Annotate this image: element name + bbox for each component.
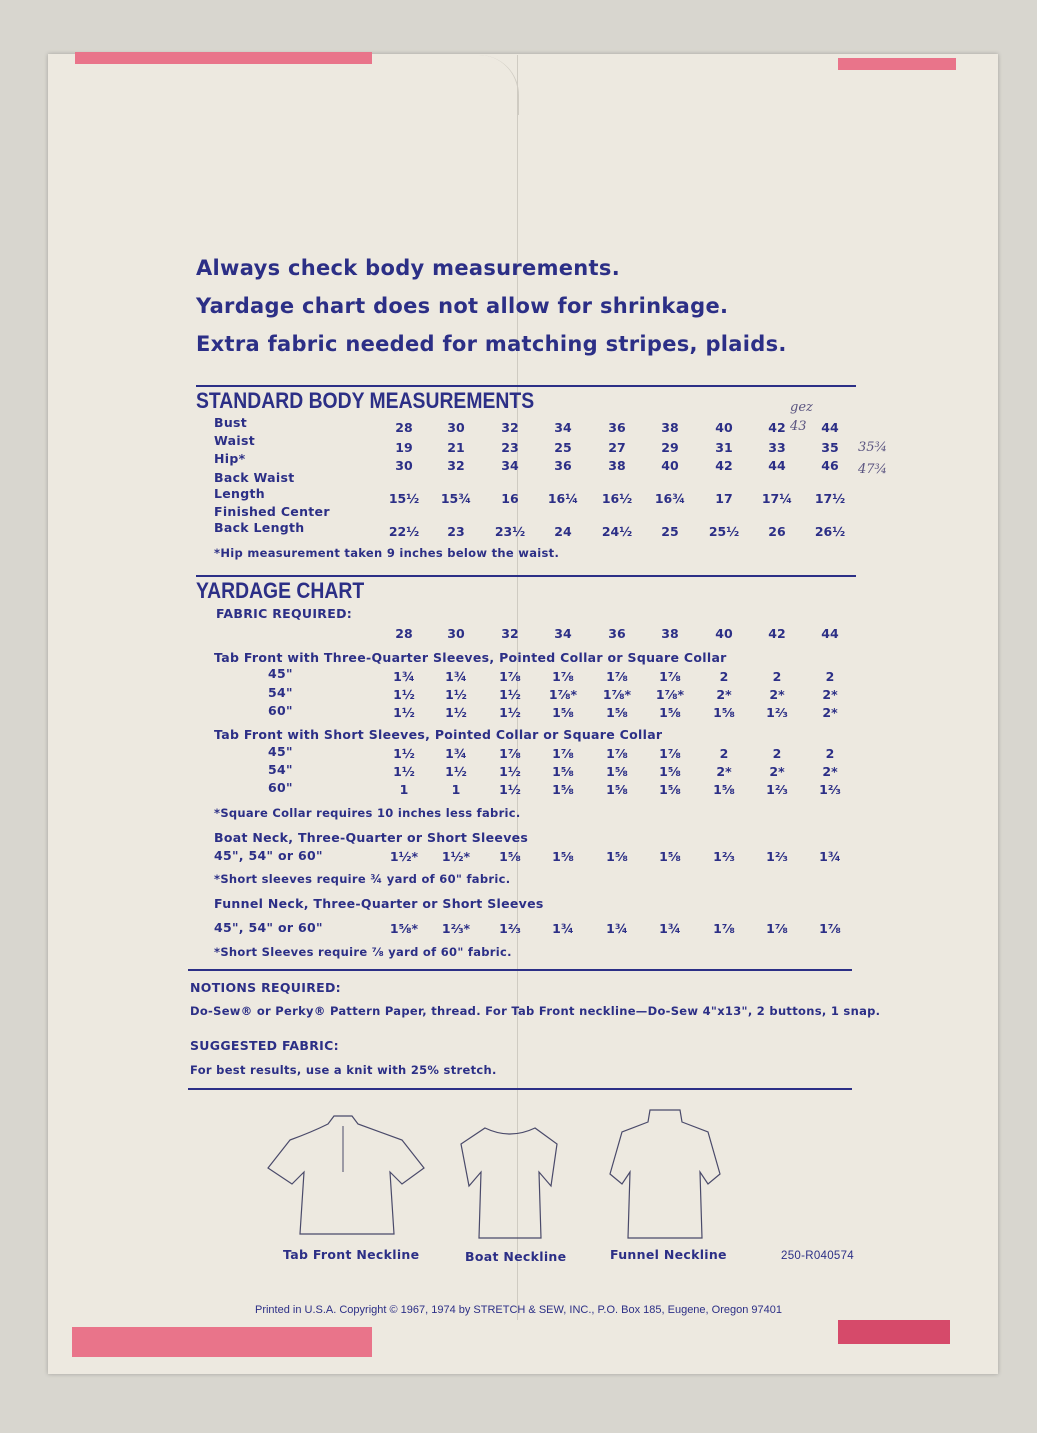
- table-cell: 34: [554, 420, 572, 435]
- table-cell: 40: [661, 458, 679, 473]
- tab-front-garment-icon: [262, 1112, 432, 1242]
- table-cell: 38: [661, 626, 679, 641]
- table-cell: 25: [554, 440, 572, 455]
- notions-text: Do-Sew® or Perky® Pattern Paper, thread. For Tab Front neckline—Do-Sew 4"x13", 2 buttons, 1 snap.: [190, 1004, 881, 1018]
- funnel-heading: Funnel Neck, Three-Quarter or Short Sleeves: [214, 896, 544, 911]
- table-cell: 16: [501, 491, 519, 506]
- table-cell: 1½: [393, 764, 415, 779]
- center-back-label-1: Finished Center: [214, 504, 330, 519]
- table-cell: 1⅞: [552, 669, 574, 684]
- suggested-heading: SUGGESTED FABRIC:: [190, 1038, 339, 1053]
- table-cell: 1½: [499, 764, 521, 779]
- table-cell: 2*: [769, 687, 785, 702]
- pink-stripe-top-right: [838, 58, 956, 70]
- table-cell: 1¾: [445, 746, 467, 761]
- boat-row: [0, 849, 1037, 867]
- table-cell: 1⅞: [499, 746, 521, 761]
- boat-neck-garment-icon: [455, 1118, 565, 1244]
- rule-1: [196, 385, 856, 387]
- table-cell: 1⅝: [606, 764, 628, 779]
- tab-short-60-row: [0, 782, 1037, 800]
- table-cell: 1⅝: [659, 705, 681, 720]
- table-cell: 1⅝: [606, 782, 628, 797]
- notions-heading: NOTIONS REQUIRED:: [190, 980, 341, 995]
- table-cell: 1¾: [445, 669, 467, 684]
- table-cell: 1⅞: [713, 921, 735, 936]
- table-cell: 1⅝: [713, 705, 735, 720]
- table-cell: 1⅞: [499, 669, 521, 684]
- w45-label-a: 45": [268, 666, 293, 681]
- table-cell: 30: [447, 626, 465, 641]
- table-cell: 15½: [388, 491, 420, 506]
- w54-label-b: 54": [268, 762, 293, 777]
- table-cell: 16¼: [547, 491, 579, 506]
- table-cell: 2: [772, 746, 782, 761]
- table-cell: 1⅝: [552, 705, 574, 720]
- table-cell: 38: [608, 458, 626, 473]
- table-cell: 1½: [499, 687, 521, 702]
- table-cell: 1⅔: [499, 921, 521, 936]
- table-cell: 1¾: [819, 849, 841, 864]
- pink-stripe-bottom-right: [838, 1320, 950, 1344]
- table-cell: 1½*: [441, 849, 471, 864]
- table-cell: 1⅞: [606, 669, 628, 684]
- table-cell: 1⅝: [606, 705, 628, 720]
- table-cell: 1⅝: [659, 849, 681, 864]
- tab-front-caption: Tab Front Neckline: [283, 1247, 420, 1262]
- back-waist-row: [0, 491, 1037, 509]
- table-cell: 44: [821, 626, 839, 641]
- table-cell: 1½*: [389, 849, 419, 864]
- table-cell: 1½: [445, 764, 467, 779]
- table-cell: 1⅔: [766, 849, 788, 864]
- table-cell: 30: [395, 458, 413, 473]
- table-cell: 1: [399, 782, 409, 797]
- center-back-label-2: Back Length: [214, 520, 305, 535]
- table-cell: 1⅝*: [389, 921, 419, 936]
- copyright-footer: Printed in U.S.A. Copyright © 1967, 1974 by STRETCH & SEW, INC., P.O. Box 185, Eugene, Oregon 97401: [254, 1304, 782, 1316]
- rule-3: [188, 969, 852, 971]
- fabric-required-label: FABRIC REQUIRED:: [216, 606, 353, 621]
- table-cell: 17¼: [761, 491, 793, 506]
- table-cell: 1½: [393, 746, 415, 761]
- boat-caption: Boat Neckline: [465, 1249, 567, 1264]
- table-cell: 27: [608, 440, 626, 455]
- boat-heading: Boat Neck, Three-Quarter or Short Sleeves: [214, 830, 529, 845]
- intro-line-2: Yardage chart does not allow for shrinkage.: [196, 294, 729, 318]
- table-cell: 23: [501, 440, 519, 455]
- table-cell: 21: [447, 440, 465, 455]
- table-cell: 1⅞: [819, 921, 841, 936]
- pink-stripe-top-left: [75, 52, 372, 64]
- tab-three-quarter-heading: Tab Front with Three-Quarter Sleeves, Pointed Collar or Square Collar: [214, 650, 727, 665]
- bust-row: [0, 420, 1037, 438]
- table-cell: 1¾: [606, 921, 628, 936]
- pattern-code: 250-R040574: [781, 1250, 854, 1262]
- table-cell: 1⅞: [606, 746, 628, 761]
- table-cell: 1½: [393, 705, 415, 720]
- bust-label: Bust: [214, 415, 248, 430]
- table-cell: 17: [715, 491, 733, 506]
- table-cell: 28: [395, 626, 413, 641]
- handwritten-note-b: 35¾: [858, 440, 888, 455]
- body-measurements-title: STANDARD BODY MEASUREMENTS: [196, 388, 535, 413]
- table-cell: 1⅔: [713, 849, 735, 864]
- table-cell: 28: [395, 420, 413, 435]
- tab-three-quarter-54-row: [0, 687, 1037, 705]
- table-cell: 1⅝: [552, 782, 574, 797]
- table-cell: 1⅔: [766, 782, 788, 797]
- table-cell: 1½: [499, 705, 521, 720]
- table-cell: 44: [821, 420, 839, 435]
- table-cell: 42: [715, 458, 733, 473]
- funnel-widths: 45", 54" or 60": [214, 920, 323, 935]
- table-cell: 2: [825, 669, 835, 684]
- table-cell: 1⅝: [659, 782, 681, 797]
- handwritten-note-c: 47¾: [858, 462, 888, 477]
- tab-short-heading: Tab Front with Short Sleeves, Pointed Collar or Square Collar: [214, 727, 663, 742]
- table-cell: 23: [447, 524, 465, 539]
- table-cell: 1⅝: [552, 764, 574, 779]
- table-cell: 1⅔: [819, 782, 841, 797]
- table-cell: 1⅞*: [602, 687, 632, 702]
- rule-2: [196, 575, 856, 577]
- table-cell: 33: [768, 440, 786, 455]
- table-cell: 31: [715, 440, 733, 455]
- table-cell: 1¾: [659, 921, 681, 936]
- table-cell: 42: [768, 420, 786, 435]
- table-cell: 1⅔*: [441, 921, 471, 936]
- table-cell: 2: [825, 746, 835, 761]
- table-cell: 1: [451, 782, 461, 797]
- funnel-neck-garment-icon: [604, 1104, 726, 1244]
- table-cell: 1⅞*: [548, 687, 578, 702]
- w60-label-b: 60": [268, 780, 293, 795]
- table-cell: 29: [661, 440, 679, 455]
- w45-label-b: 45": [268, 744, 293, 759]
- table-cell: 2*: [716, 687, 732, 702]
- table-cell: 16¾: [654, 491, 686, 506]
- intro-line-1: Always check body measurements.: [196, 256, 620, 280]
- table-cell: 25½: [708, 524, 740, 539]
- hip-label: Hip*: [214, 451, 246, 466]
- table-cell: 34: [501, 458, 519, 473]
- table-cell: 1¾: [393, 669, 415, 684]
- funnel-row: [0, 921, 1037, 939]
- table-cell: 32: [501, 626, 519, 641]
- table-cell: 1⅝: [552, 849, 574, 864]
- tab-three-quarter-60-row: [0, 705, 1037, 723]
- handwritten-note-a: 43: [790, 419, 807, 434]
- w54-label-a: 54": [268, 685, 293, 700]
- table-cell: 1⅞: [659, 669, 681, 684]
- table-cell: 1½: [445, 705, 467, 720]
- boat-widths: 45", 54" or 60": [214, 848, 323, 863]
- table-cell: 46: [821, 458, 839, 473]
- table-cell: 2: [772, 669, 782, 684]
- table-cell: 1⅝: [659, 764, 681, 779]
- table-cell: 35: [821, 440, 839, 455]
- table-cell: 40: [715, 420, 733, 435]
- boat-note: *Short sleeves require ¾ yard of 60" fabric.: [214, 872, 511, 886]
- table-cell: 40: [715, 626, 733, 641]
- table-cell: 26½: [814, 524, 846, 539]
- square-collar-note: *Square Collar requires 10 inches less fabric.: [214, 806, 521, 820]
- table-cell: 2*: [716, 764, 732, 779]
- funnel-caption: Funnel Neckline: [610, 1247, 727, 1262]
- table-cell: 1⅞: [659, 746, 681, 761]
- table-cell: 17½: [814, 491, 846, 506]
- table-cell: 2*: [822, 705, 838, 720]
- w60-label-a: 60": [268, 703, 293, 718]
- table-cell: 19: [395, 440, 413, 455]
- table-cell: 32: [447, 458, 465, 473]
- waist-label: Waist: [214, 433, 255, 448]
- table-cell: 1⅞: [766, 921, 788, 936]
- tab-three-quarter-45-row: [0, 669, 1037, 687]
- table-cell: 2*: [822, 687, 838, 702]
- table-cell: 24: [554, 524, 572, 539]
- table-cell: 1½: [499, 782, 521, 797]
- table-cell: 42: [768, 626, 786, 641]
- pink-stripe-bottom-left: [72, 1327, 372, 1357]
- yardage-title: YARDAGE CHART: [196, 578, 365, 603]
- table-cell: 15¾: [440, 491, 472, 506]
- table-cell: 1⅞: [552, 746, 574, 761]
- table-cell: 26: [768, 524, 786, 539]
- table-cell: 1⅝: [606, 849, 628, 864]
- table-cell: 25: [661, 524, 679, 539]
- table-cell: 24½: [601, 524, 633, 539]
- table-cell: 1¾: [552, 921, 574, 936]
- table-cell: 1⅝: [499, 849, 521, 864]
- table-cell: 23½: [494, 524, 526, 539]
- center-back-row: [0, 524, 1037, 542]
- table-cell: 1⅝: [713, 782, 735, 797]
- table-cell: 36: [608, 626, 626, 641]
- table-cell: 1½: [393, 687, 415, 702]
- table-cell: 30: [447, 420, 465, 435]
- table-cell: 44: [768, 458, 786, 473]
- table-cell: 38: [661, 420, 679, 435]
- table-cell: 1½: [445, 687, 467, 702]
- table-cell: 1⅔: [766, 705, 788, 720]
- table-cell: 2*: [822, 764, 838, 779]
- table-cell: 36: [608, 420, 626, 435]
- table-cell: 2*: [769, 764, 785, 779]
- tab-short-54-row: [0, 764, 1037, 782]
- rule-4: [188, 1088, 852, 1090]
- table-cell: 1⅞*: [655, 687, 685, 702]
- tab-short-45-row: [0, 746, 1037, 764]
- intro-line-3: Extra fabric needed for matching stripes, plaids.: [196, 332, 787, 356]
- table-cell: 2: [719, 669, 729, 684]
- suggested-text: For best results, use a knit with 25% stretch.: [190, 1063, 497, 1077]
- funnel-note: *Short Sleeves require ⅞ yard of 60" fabric.: [214, 945, 512, 959]
- handwritten-note-d: gez: [790, 400, 813, 415]
- hip-note: *Hip measurement taken 9 inches below the waist.: [214, 546, 560, 560]
- sizes-row: [0, 626, 1037, 644]
- back-waist-label-1: Back Waist: [214, 470, 295, 485]
- table-cell: 16½: [601, 491, 633, 506]
- table-cell: 22½: [388, 524, 420, 539]
- table-cell: 36: [554, 458, 572, 473]
- table-cell: 32: [501, 420, 519, 435]
- back-waist-label-2: Length: [214, 486, 265, 501]
- table-cell: 34: [554, 626, 572, 641]
- table-cell: 2: [719, 746, 729, 761]
